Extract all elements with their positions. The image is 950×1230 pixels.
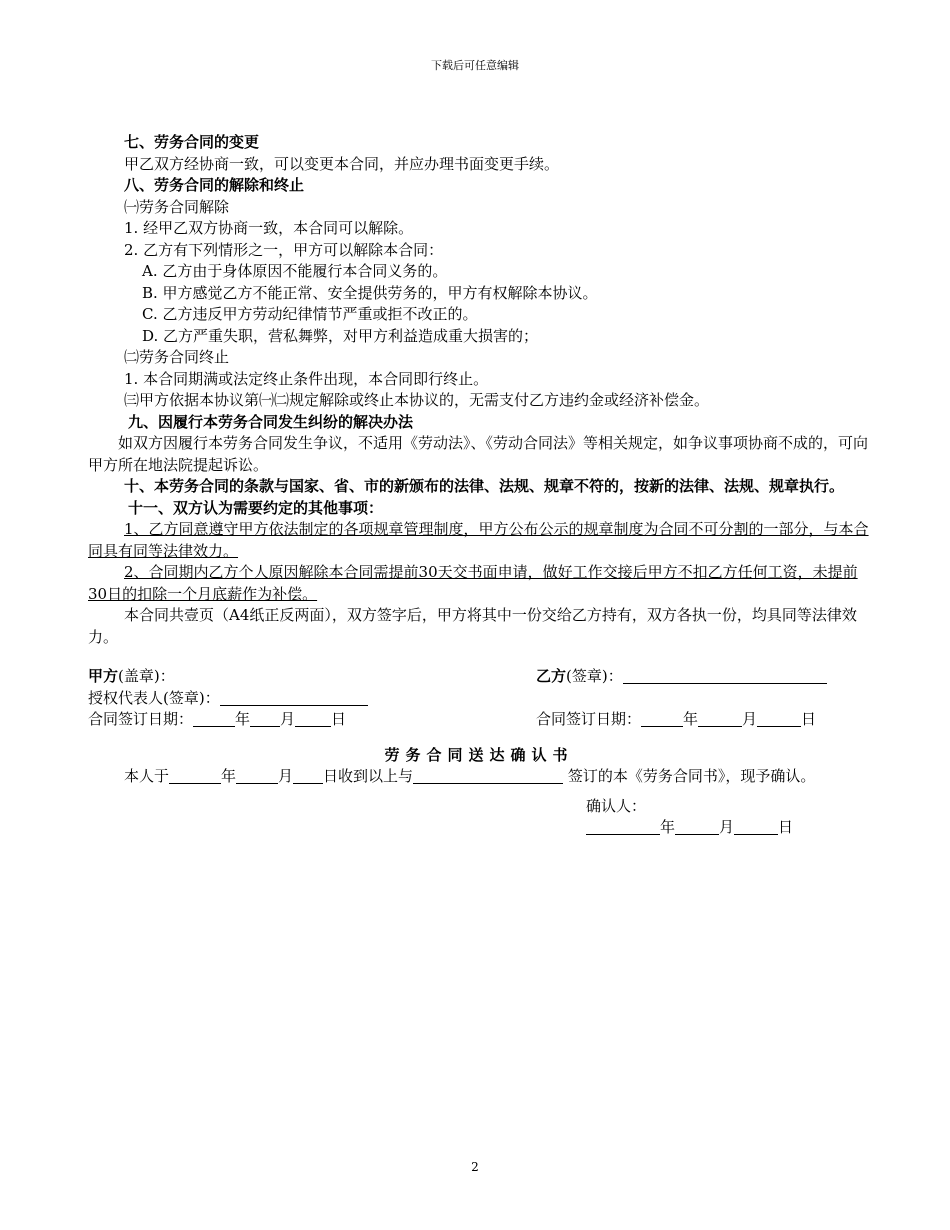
- receipt-text-2: 日收到以上与: [323, 767, 414, 785]
- party-a-year-label: 年: [235, 710, 251, 728]
- section-9-text: 如双方因履行本劳务合同发生争议，不适用《劳动法》、《劳动合同法》等相关规定，如争议事项协商不成的，可向甲方所在地法院提起诉讼。: [88, 434, 869, 474]
- section-7-title: 七、劳务合同的变更: [124, 133, 260, 151]
- section-11-item1: 1、乙方同意遵守甲方依法制定的各项规章管理制度，甲方公布公示的规章制度为合同不可分割的一部分，与本合同具有同等法律效力。: [88, 520, 869, 560]
- party-a-year-field[interactable]: [193, 710, 235, 727]
- party-b-signature-line[interactable]: [623, 667, 827, 684]
- receipt-title: 劳务合同送达确认书: [384, 745, 574, 764]
- signature-row-dates: [88, 709, 870, 731]
- confirm-day-field[interactable]: [734, 818, 778, 835]
- section-8-item-d: D. 乙方严重失职，营私舞弊，对甲方利益造成重大损害的；: [142, 326, 539, 345]
- section-8-sub2: ㈡劳务合同终止: [124, 348, 230, 366]
- party-a-date-label: 合同签订日期：: [88, 710, 194, 728]
- party-b-month-field[interactable]: [698, 710, 742, 727]
- party-b-year-field[interactable]: [641, 710, 683, 727]
- page-number: 2: [471, 1160, 479, 1174]
- section-8-item2: 2. 乙方有下列情形之一，甲方可以解除本合同：: [124, 240, 444, 259]
- receipt-day-field[interactable]: [293, 767, 323, 784]
- page-header-note: 下载后可任意编辑: [431, 59, 519, 72]
- signature-row-auth: [88, 688, 870, 710]
- section-8-item-b: B. 甲方感觉乙方不能正常、安全提供劳务的，甲方有权解除本协议。: [142, 283, 598, 302]
- section-8-sub1: ㈠劳务合同解除: [124, 197, 230, 216]
- receipt-month-label: 月: [278, 767, 294, 785]
- section-8-item-c: C. 乙方违反甲方劳动纪律情节严重或拒不改正的。: [142, 305, 478, 323]
- closing-text: 本合同共壹页（A4纸正反两面），双方签字后，甲方将其中一份交给乙方持有，双方各执一份，均具同等法律效力。: [88, 606, 857, 646]
- receipt-month-field[interactable]: [236, 767, 278, 784]
- party-b-day-label: 日: [801, 710, 817, 728]
- party-b-date-label: 合同签订日期：: [536, 710, 642, 728]
- party-a-month-label: 月: [280, 710, 296, 728]
- party-a-day-field[interactable]: [295, 710, 331, 727]
- section-7-text: 甲乙双方经协商一致，可以变更本合同，并应办理书面变更手续。: [124, 154, 560, 173]
- section-8-sub3: ㈢甲方依据本协议第㈠㈡规定解除或终止本协议的，无需支付乙方违约金或经济补偿金。: [124, 391, 710, 409]
- confirmer-label: 确认人：: [586, 796, 647, 815]
- receipt-party-field[interactable]: [413, 767, 563, 784]
- party-b-label: 乙方: [536, 667, 567, 685]
- party-b-day-field[interactable]: [757, 710, 801, 727]
- section-8-item1: 1. 经甲乙双方协商一致，本合同可以解除。: [124, 219, 414, 237]
- section-8-title: 八、劳务合同的解除和终止: [124, 176, 305, 194]
- confirm-year-label: 年: [660, 818, 676, 836]
- party-a-stamp-label: (盖章)：: [118, 667, 175, 685]
- auth-rep-signature-line[interactable]: [220, 689, 368, 706]
- receipt-year-label: 年: [221, 767, 237, 785]
- section-9-title: 九、因履行本劳务合同发生纠纷的解决办法: [128, 412, 414, 431]
- confirm-day-label: 日: [778, 818, 794, 836]
- section-11-title: 十一、双方认为需要约定的其他事项：: [128, 498, 384, 517]
- party-a-month-field[interactable]: [250, 710, 280, 727]
- confirm-month-field[interactable]: [675, 818, 719, 835]
- receipt-text: [88, 766, 870, 788]
- section-8-item-a: A. 乙方由于身体原因不能履行本合同义务的。: [142, 262, 448, 280]
- section-8-term1: 1. 本合同期满或法定终止条件出现，本合同即行终止。: [124, 369, 489, 388]
- party-b-sign-label: (签章)：: [566, 667, 623, 685]
- party-a-day-label: 日: [331, 710, 347, 728]
- document-body: [88, 132, 870, 839]
- signature-row-parties: [88, 666, 870, 688]
- section-11-item2: 2、合同期内乙方个人原因解除本合同需提前30天交书面申请，做好工作交接后甲方不扣乙方任何工资，未提前30日的扣除一个月底薪作为补偿。: [88, 563, 858, 603]
- receipt-text-3: 签订的本《劳务合同书》，现予确认。: [567, 767, 816, 785]
- receipt-text-1: 本人于: [124, 767, 170, 785]
- section-10-text: 十、本劳务合同的条款与国家、省、市的新颁布的法律、法规、规章不符的，按新的法律、法规、规章执行。: [124, 477, 845, 495]
- receipt-year-field[interactable]: [169, 767, 221, 784]
- confirmer-date-row: [88, 817, 870, 839]
- confirm-year-field[interactable]: [586, 818, 660, 835]
- party-a-label: 甲方: [88, 667, 119, 685]
- auth-rep-label: 授权代表人(签章)：: [88, 688, 220, 707]
- party-b-year-label: 年: [683, 710, 699, 728]
- confirm-month-label: 月: [719, 818, 735, 836]
- party-b-month-label: 月: [742, 710, 758, 728]
